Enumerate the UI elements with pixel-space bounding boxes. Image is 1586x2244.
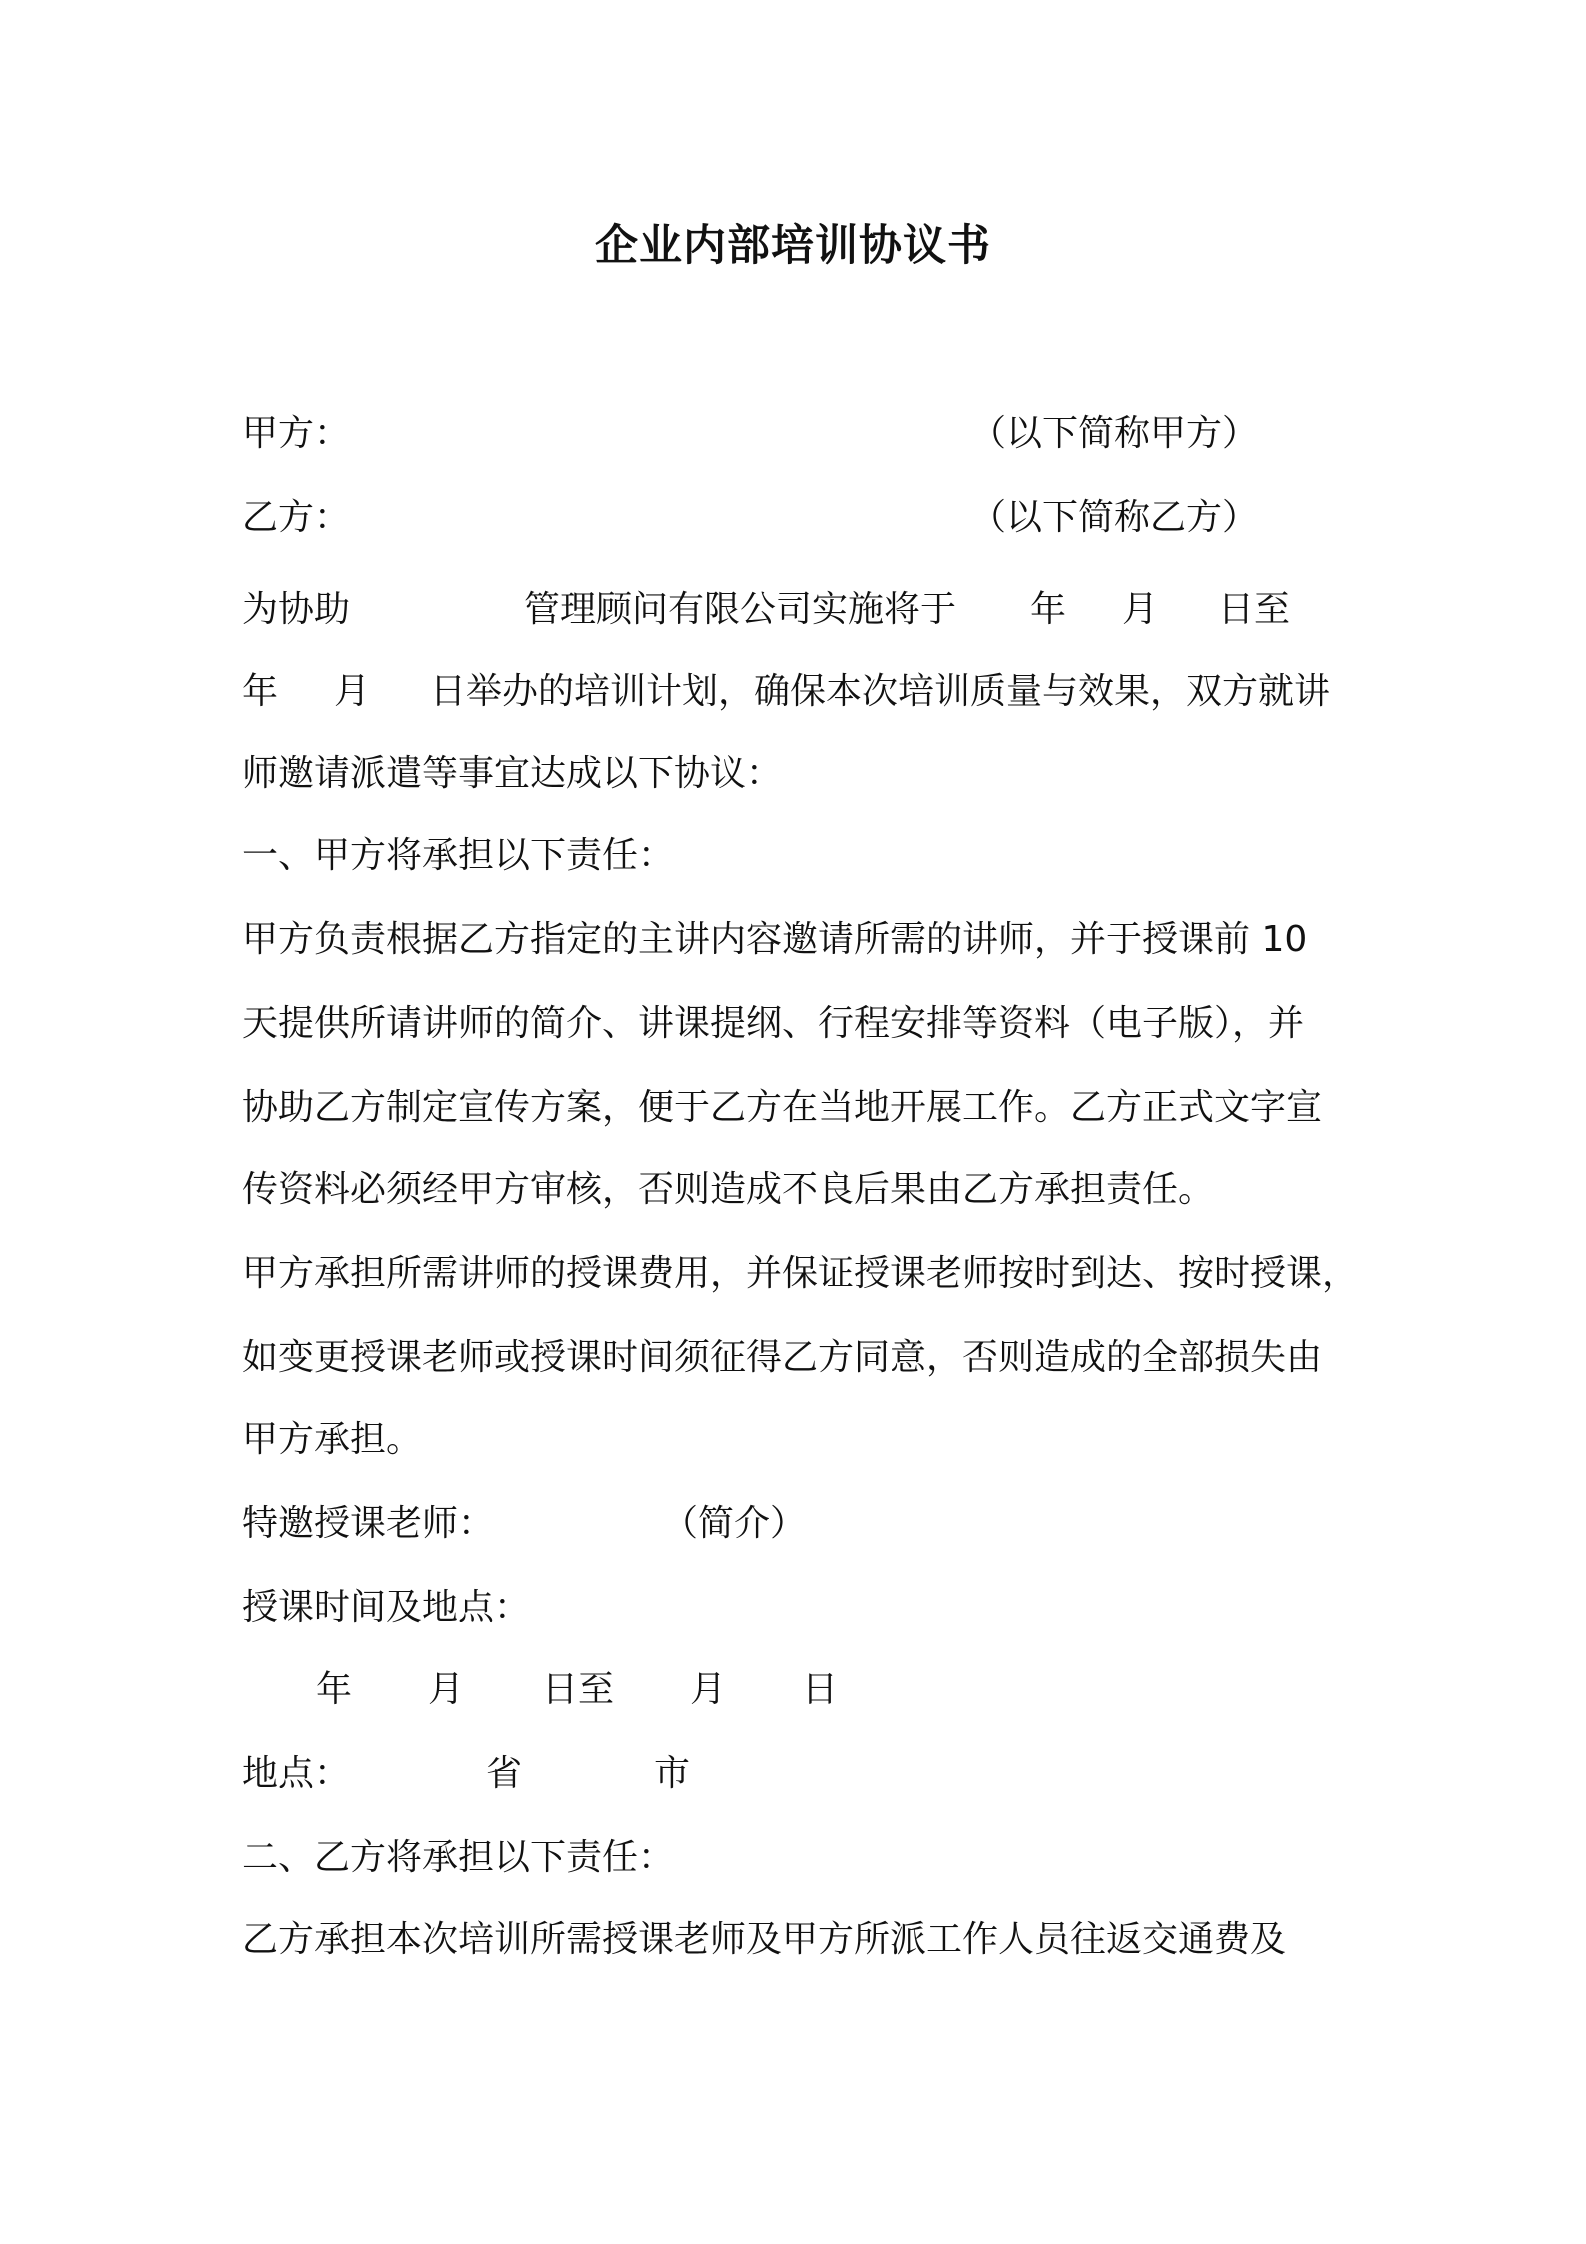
section-2-para-1: 乙方承担本次培训所需授课老师及甲方所派工作人员往返交通费及 (242, 1919, 1287, 1960)
section-1-heading: 一、甲方将承担以下责任： (242, 835, 675, 876)
place-city: 市 (654, 1753, 691, 1794)
section-1-para-2-line-3: 甲方承担。 (242, 1419, 423, 1460)
date-month: 月 (428, 1669, 465, 1710)
section-1-para-2-line-2: 如变更授课老师或授课时间须征得乙方同意，否则造成的全部损失由 (242, 1337, 1323, 1378)
section-1-para-1-line-1: 甲方负责根据乙方指定的主讲内容邀请所需的讲师，并于授课前 10 (242, 919, 1308, 960)
teacher-note: （简介） (662, 1503, 807, 1544)
section-1-para-1-line-4: 传资料必须经甲方审核，否则造成不良后果由乙方承担责任。 (242, 1169, 1215, 1210)
date-year: 年 (316, 1669, 353, 1710)
intro-year: 年 (1030, 589, 1067, 630)
intro-rest: 日举办的培训计划，确保本次培训质量与效果，双方就讲 (430, 671, 1331, 712)
place-label: 地点： (242, 1753, 351, 1794)
intro-year-2: 年 (242, 671, 279, 712)
date-month-2: 月 (690, 1669, 727, 1710)
date-day: 日 (802, 1669, 839, 1710)
document-title: 企业内部培训协议书 (595, 221, 991, 271)
place-province: 省 (486, 1753, 523, 1794)
date-day-to: 日至 (542, 1669, 615, 1710)
intro-text-b: 管理顾问有限公司实施将于 (524, 589, 957, 630)
section-1-para-1-line-2: 天提供所请讲师的简介、讲课提纲、行程安排等资料（电子版），并 (242, 1003, 1305, 1044)
intro-month-2: 月 (334, 671, 371, 712)
intro-text-a: 为协助 (242, 589, 351, 630)
time-place-label: 授课时间及地点： (242, 1587, 531, 1628)
party-a-note: （以下简称甲方） (970, 413, 1259, 454)
section-2-heading: 二、乙方将承担以下责任： (242, 1837, 675, 1878)
intro-line-3: 师邀请派遣等事宜达成以下协议： (242, 753, 783, 794)
section-1-para-1-line-3: 协助乙方制定宣传方案，便于乙方在当地开展工作。乙方正式文字宣 (242, 1087, 1323, 1128)
party-b-note: （以下简称乙方） (970, 497, 1259, 538)
intro-month: 月 (1122, 589, 1159, 630)
section-1-para-2-line-1: 甲方承担所需讲师的授课费用，并保证授课老师按时到达、按时授课， (242, 1253, 1359, 1294)
intro-day-to: 日至 (1218, 589, 1291, 630)
party-b-label: 乙方： (242, 497, 351, 538)
party-a-label: 甲方： (242, 413, 351, 454)
teacher-label: 特邀授课老师： (242, 1503, 495, 1544)
